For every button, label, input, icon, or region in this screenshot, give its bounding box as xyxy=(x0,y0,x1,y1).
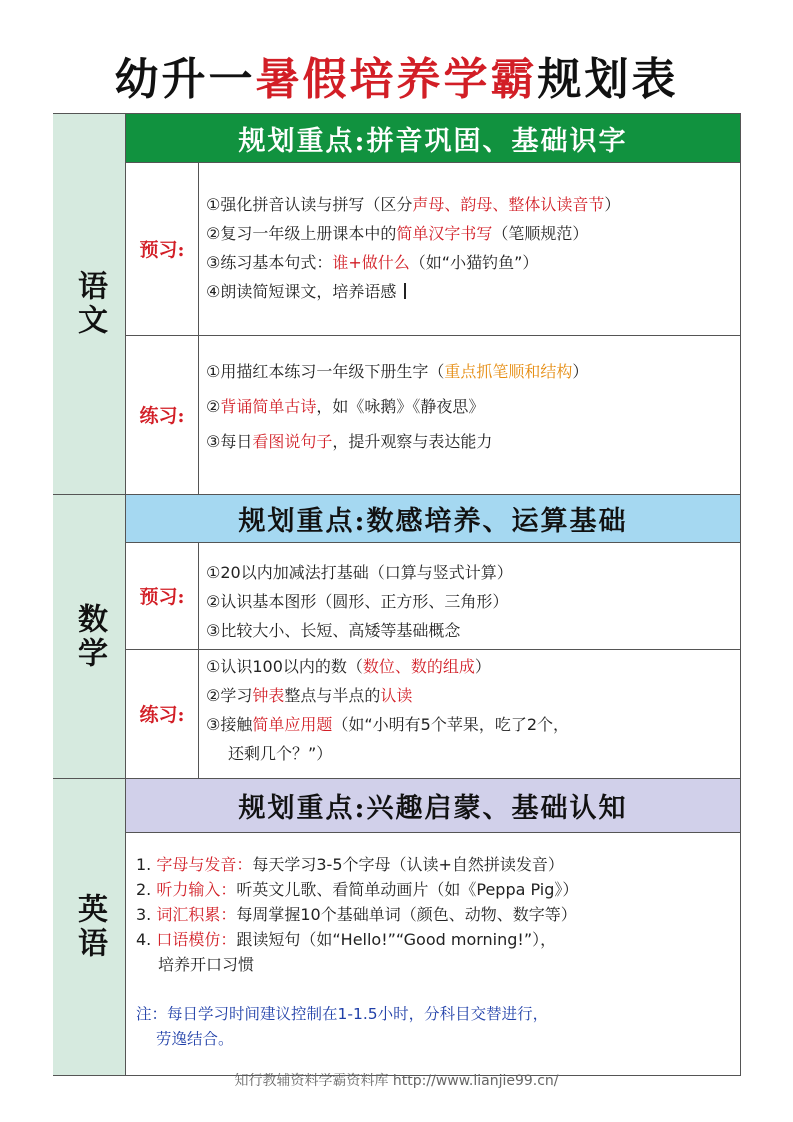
subject-english-label: 英语 xyxy=(72,893,107,961)
math-focus-banner: 规划重点:数感培养、运算基础 xyxy=(126,495,740,542)
chinese-preview-label: 预习: xyxy=(139,239,185,261)
math-practice-list xyxy=(206,652,736,768)
english-focus-banner: 规划重点:兴趣启蒙、基础认知 xyxy=(126,779,740,832)
chinese-practice-label: 练习: xyxy=(139,405,185,427)
text-cursor xyxy=(404,283,406,299)
divider xyxy=(198,542,199,778)
list-item: ①认识100以内的数（数位、数的组成） xyxy=(206,657,491,676)
subject-chinese-label: 语文 xyxy=(72,270,107,338)
list-item: ①20以内加减法打基础（口算与竖式计算） xyxy=(206,563,513,582)
list-item: ③练习基本句式：谁+做什么（如“小猫钓鱼”） xyxy=(206,253,539,272)
note-line-1: 注：每日学习时间建议控制在1-1.5小时，分科目交替进行， xyxy=(136,1005,549,1023)
divider xyxy=(126,542,740,543)
math-practice-label: 练习: xyxy=(139,704,185,726)
divider xyxy=(198,162,199,494)
english-list xyxy=(136,852,736,977)
subject-english xyxy=(53,779,126,1075)
list-item: 4. 口语模仿：跟读短句（如“Hello!”“Good morning!”）， xyxy=(136,930,557,949)
list-item: ④朗读简短课文，培养语感 xyxy=(206,277,736,306)
note-line-2: 劳逸结合。 xyxy=(156,1030,234,1048)
list-item: ③接触简单应用题（如“小明有5个苹果，吃了2个， xyxy=(206,715,570,734)
list-item: ③比较大小、长短、高矮等基础概念 xyxy=(206,621,461,640)
divider xyxy=(126,832,740,833)
title-part3: 规划表 xyxy=(537,54,679,105)
list-item: 2. 听力输入：听英文儿歌、看简单动画片（如《Peppa Pig》） xyxy=(136,880,579,899)
divider xyxy=(126,335,740,336)
list-item: ①用描红本练习一年级下册生字（重点抓笔顺和结构） xyxy=(206,362,589,381)
subject-math-label: 数学 xyxy=(72,602,107,671)
title-part1: 幼升一 xyxy=(114,54,256,105)
divider xyxy=(126,649,740,650)
list-item: 培养开口习惯 xyxy=(158,955,255,974)
page-title xyxy=(0,50,793,110)
title-part2: 暑假培养学霸 xyxy=(255,54,538,105)
chinese-preview-list xyxy=(206,190,736,306)
chinese-practice-list xyxy=(206,354,736,459)
math-preview-list xyxy=(206,558,736,645)
list-item: ②认识基本图形（圆形、正方形、三角形） xyxy=(206,592,509,611)
math-preview-label: 预习: xyxy=(139,586,185,608)
list-item: 还剩几个？”） xyxy=(228,744,333,763)
list-item: 1. 字母与发音：每天学习3-5个字母（认读+自然拼读发音） xyxy=(136,855,564,874)
list-item: ②复习一年级上册课本中的简单汉字书写（笔顺规范） xyxy=(206,224,589,243)
subject-math xyxy=(53,495,126,778)
list-item: 3. 词汇积累：每周掌握10个基础单词（颜色、动物、数字等） xyxy=(136,905,577,924)
footer-watermark: 知行教辅资料学霸资料库 http://www.lianjie99.cn/ xyxy=(234,1073,559,1089)
list-item: ②学习钟表整点与半点的认读 xyxy=(206,686,413,705)
subject-chinese xyxy=(53,114,126,494)
study-note xyxy=(136,1002,736,1052)
list-item: ③每日看图说句子，提升观察与表达能力 xyxy=(206,432,493,451)
list-item: ②背诵简单古诗，如《咏鹅》《静夜思》 xyxy=(206,397,485,416)
chinese-focus-banner: 规划重点:拼音巩固、基础识字 xyxy=(126,114,740,162)
divider xyxy=(126,162,740,163)
list-item: ①强化拼音认读与拼写（区分声母、韵母、整体认读音节） xyxy=(206,195,621,214)
